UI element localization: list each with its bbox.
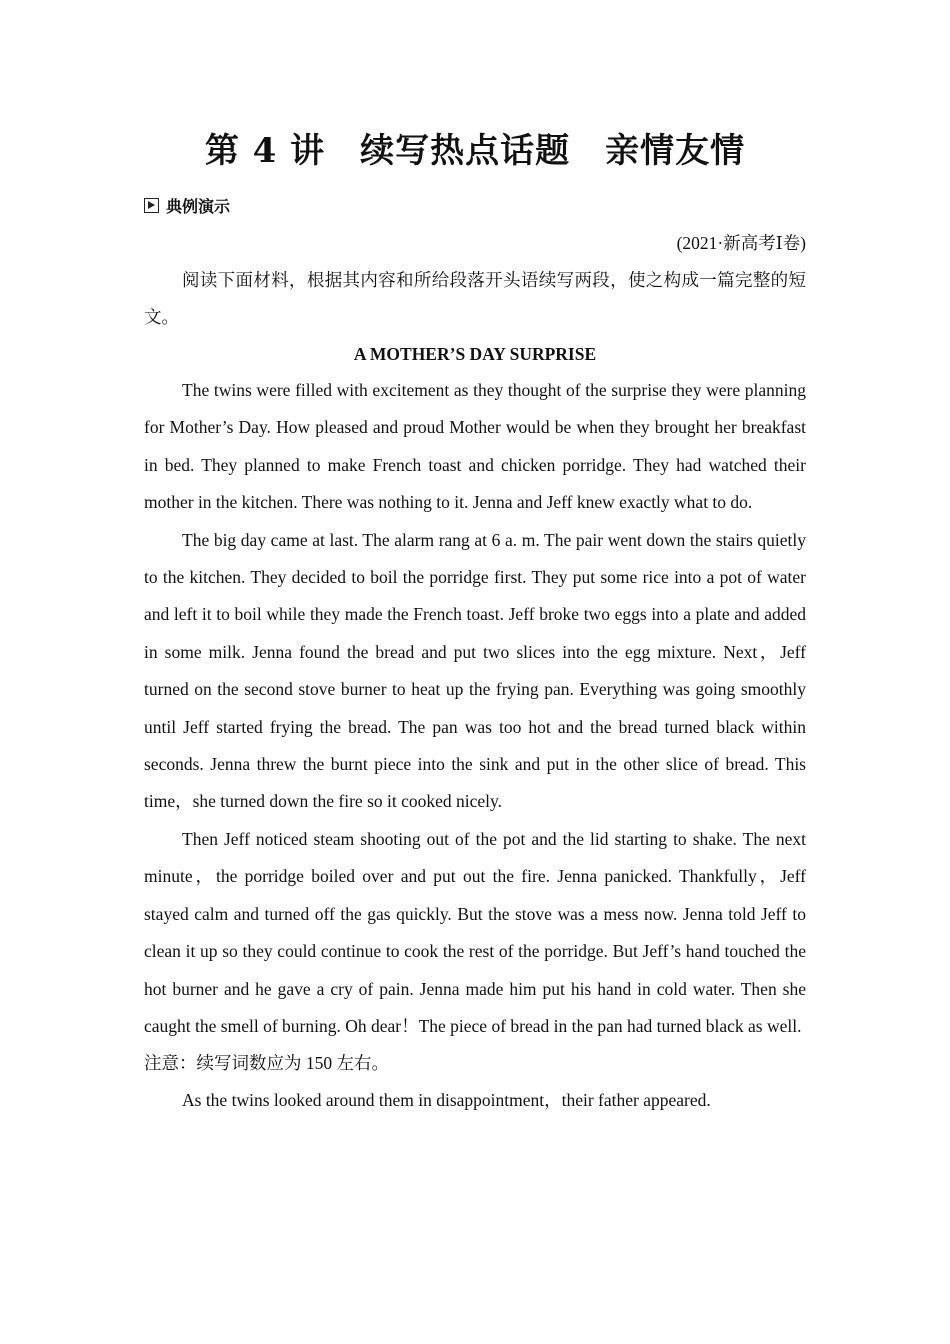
story-paragraph-2: The big day came at last. The alarm rang at 6 a. m. The pair went down the stairs quietly to the kitchen. They decided to boil the porridge first. They put some rice into a pot of water and left it to boil while they made the French toast. Jeff broke two eggs into a plate and added in some milk. Jenna found the bread and put two slices into the egg mixture. Next，Jeff turned on the second stove burner to heat up the frying pan. Everything was going smoothly until Jeff started frying the bread. The pan was too hot and the bread turned black within seconds. Jenna threw the burnt piece into the sink and put in the other slice of bread. This time，she turned down the fire so it cooked nicely. bbox=[144, 529, 806, 812]
story-paragraph-1: The twins were filled with excitement as they thought of the surprise they were planning for Mother’s Day. How pleased and proud Mother would be when they brought her breakfast in bed. They planned to make French toast and chicken porridge. They had watched their mother in the kitchen. There was nothing to it. Jenna and Jeff knew exactly what to do. bbox=[144, 380, 806, 513]
play-box-icon bbox=[144, 198, 159, 213]
story-title: A MOTHER’S DAY SURPRISE bbox=[353, 344, 597, 364]
continuation-start: As the twins looked around them in disappointment，their father appeared. bbox=[182, 1090, 711, 1111]
instruction-text: 阅读下面材料，根据其内容和所给段落开头语续写两段，使之构成一篇完整的短文。 bbox=[144, 270, 806, 327]
content-body bbox=[144, 262, 806, 1120]
section-header bbox=[144, 193, 230, 217]
story-paragraph-3: Then Jeff noticed steam shooting out of the pot and the lid starting to shake. The next minute，the porridge boiled over and put out the fire. Jenna panicked. Thankfully，Jeff stayed calm and turned off the gas quickly. But the stove was a mess now. Jenna told Jeff to clean it up so they could continue to cook the rest of the porridge. But Jeff’s hand touched the hot burner and he gave a cry of pain. Jenna made him put his hand in cold water. Then she caught the smell of burning. Oh dear！The piece of bread in the pan had turned black as well. bbox=[144, 828, 806, 1036]
section-label: 典例演示 bbox=[166, 196, 231, 216]
page-title: 第 4 讲 续写热点话题 亲情友情 bbox=[204, 131, 746, 171]
exam-source: (2021·新高考Ⅰ卷) bbox=[676, 233, 806, 253]
word-count-note: 注意：续写词数应为 150 左右。 bbox=[144, 1053, 389, 1074]
